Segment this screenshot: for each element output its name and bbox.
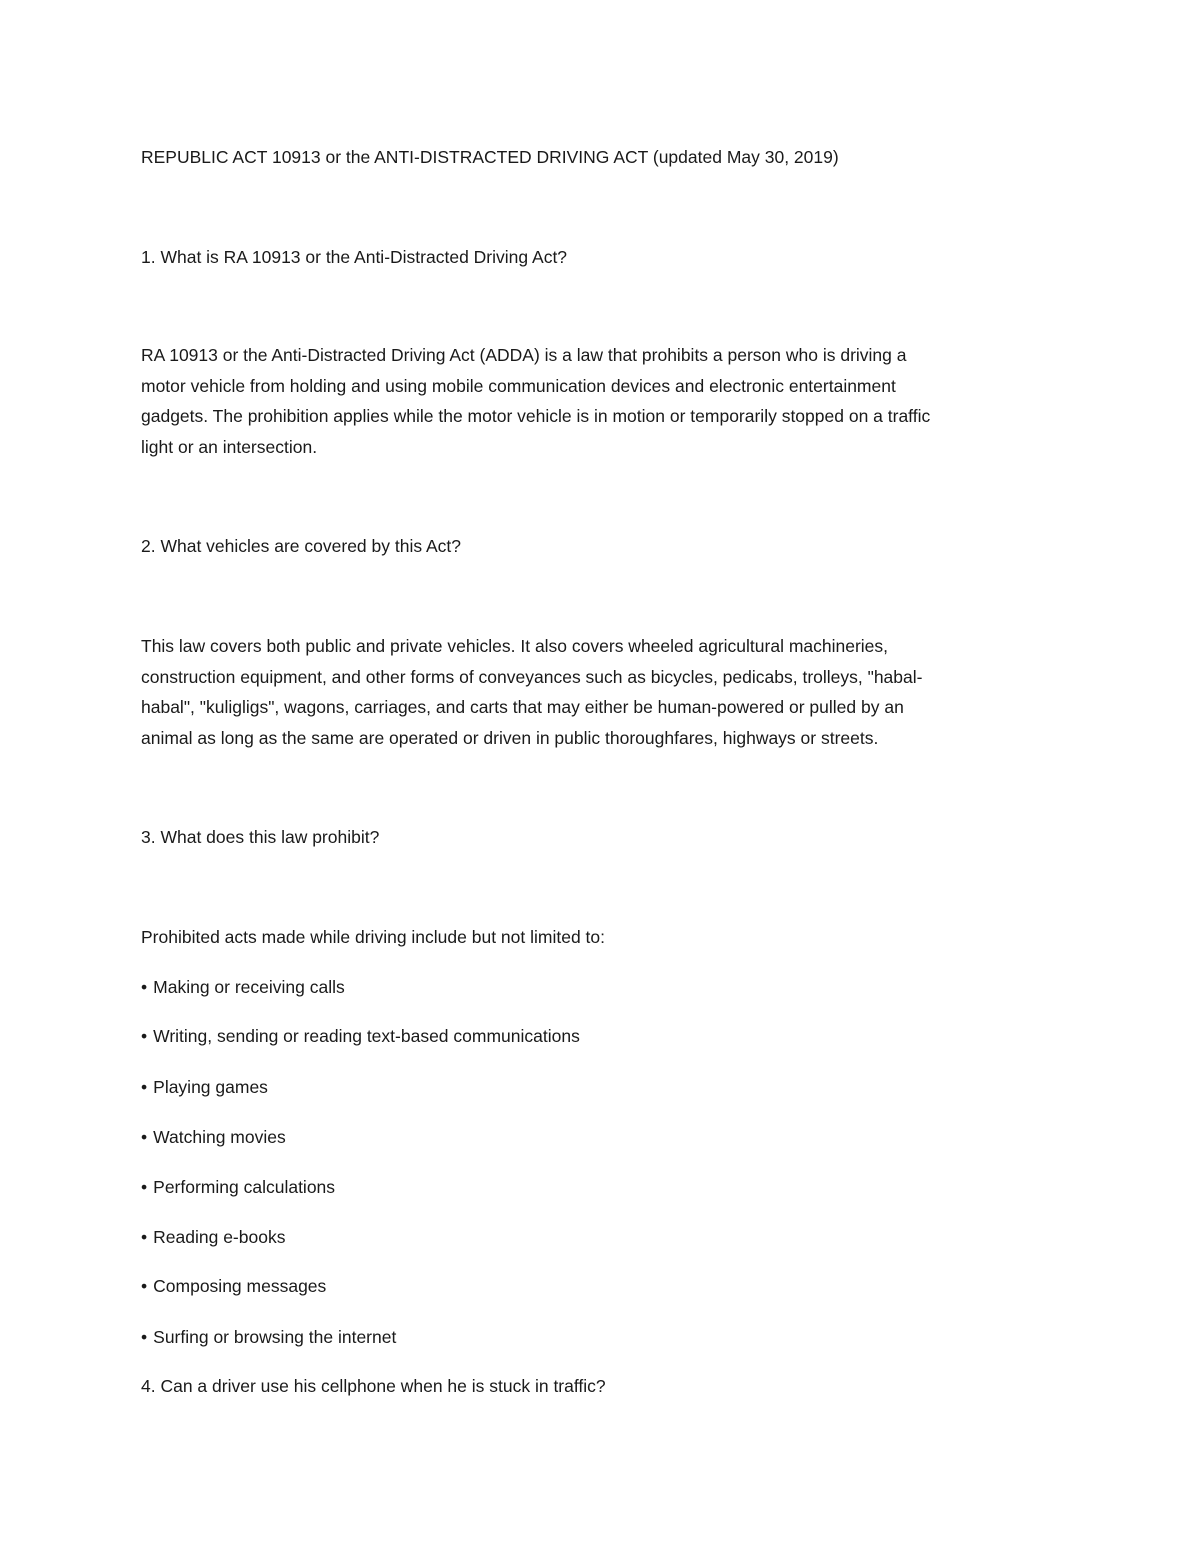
list-item-text: Watching movies xyxy=(153,1127,286,1147)
bullet-icon: • xyxy=(141,1026,148,1046)
document-title: REPUBLIC ACT 10913 or the ANTI-DISTRACTED DRIVING ACT (updated May 30, 2019) xyxy=(141,147,839,167)
list-item-text: Reading e-books xyxy=(153,1227,286,1247)
answer-2-line: habal", "kuligligs", wagons, carriages, and carts that may either be human-powered or pulled by an xyxy=(141,697,904,717)
list-item xyxy=(141,1274,326,1298)
bullet-icon: • xyxy=(141,1177,148,1197)
bullet-icon: • xyxy=(141,1077,148,1097)
list-item-text: Playing games xyxy=(153,1077,268,1097)
list-item-text: Composing messages xyxy=(153,1276,327,1296)
bullet-icon: • xyxy=(141,1127,148,1147)
bullet-icon: • xyxy=(141,1227,148,1247)
list-item-text: Making or receiving calls xyxy=(153,977,345,997)
answer-2 xyxy=(141,631,1056,753)
list-item xyxy=(141,1024,580,1048)
list-item xyxy=(141,1325,396,1349)
answer-1-line: light or an intersection. xyxy=(141,436,318,457)
list-item-text: Performing calculations xyxy=(153,1177,336,1197)
list-item xyxy=(141,1125,286,1149)
bullet-icon: • xyxy=(141,1327,148,1347)
answer-2-line: This law covers both public and private vehicles. It also covers wheeled agricultural machineries, xyxy=(141,636,889,656)
list-item-text: Writing, sending or reading text-based communications xyxy=(153,1026,580,1046)
list-item-text: Surfing or browsing the internet xyxy=(153,1327,397,1347)
bullet-icon: • xyxy=(141,1276,148,1296)
answer-1-line: RA 10913 or the Anti-Distracted Driving Act (ADDA) is a law that prohibits a person who is driving a xyxy=(141,345,907,365)
bullet-icon: • xyxy=(141,977,148,997)
answer-2-line: animal as long as the same are operated or driven in public thoroughfares, highways or streets. xyxy=(141,727,879,748)
answer-2-line: construction equipment, and other forms of conveyances such as bicycles, pedicabs, trolleys, "habal- xyxy=(141,666,923,687)
question-4: 4. Can a driver use his cellphone when he is stuck in traffic? xyxy=(141,1376,606,1396)
answer-1-line: gadgets. The prohibition applies while the motor vehicle is in motion or temporarily stopped on a traffic xyxy=(141,406,931,426)
answer-1-line: motor vehicle from holding and using mobile communication devices and electronic entertainment xyxy=(141,375,896,396)
list-item xyxy=(141,1175,335,1199)
answer-1 xyxy=(141,340,1056,462)
list-item xyxy=(141,975,345,999)
list-item xyxy=(141,1225,285,1249)
prohibited-acts-intro: Prohibited acts made while driving include but not limited to: xyxy=(141,927,605,947)
question-1: 1. What is RA 10913 or the Anti-Distracted Driving Act? xyxy=(141,247,568,267)
question-2: 2. What vehicles are covered by this Act? xyxy=(141,536,462,556)
list-item xyxy=(141,1075,268,1099)
question-3: 3. What does this law prohibit? xyxy=(141,827,380,847)
